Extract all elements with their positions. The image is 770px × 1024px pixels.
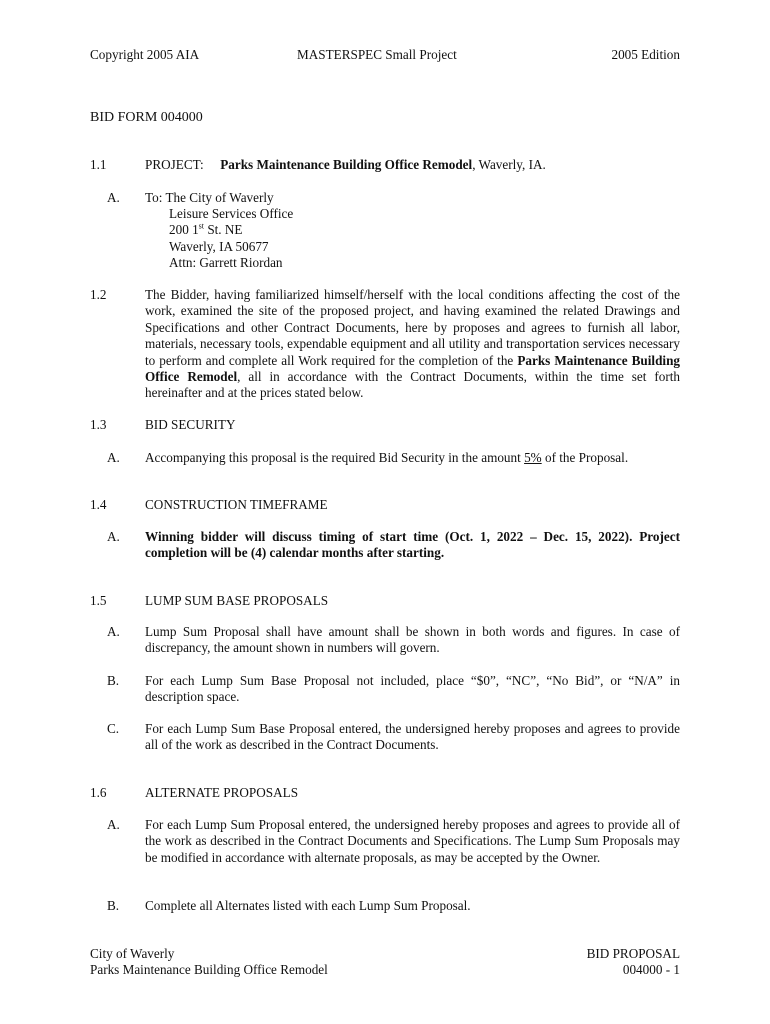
item-letter: C. — [107, 721, 120, 736]
document-title: BID FORM 004000 — [90, 110, 203, 125]
section-heading: ALTERNATE PROPOSALS — [145, 785, 299, 800]
footer-project: Parks Maintenance Building Office Remodel — [90, 962, 328, 978]
footer-doc-type: BID PROPOSAL — [586, 946, 680, 961]
section-heading: BID SECURITY — [145, 417, 236, 432]
item-letter: A. — [107, 190, 120, 205]
address-attn: Attn: Garrett Riordan — [169, 255, 283, 271]
project-location: , Waverly, IA. — [472, 157, 546, 172]
lump-sum-text-a: Lump Sum Proposal shall have amount shall be shown in both words and figures. In case of discrepancy, the amount shown in numbers will govern. — [145, 624, 680, 656]
header-copyright: Copyright 2005 AIA — [90, 47, 200, 62]
section-number: 1.6 — [90, 785, 107, 800]
address-block — [169, 206, 293, 272]
address-street: 200 1st St. NE — [169, 222, 243, 238]
section-number: 1.3 — [90, 417, 107, 432]
item-letter: A. — [107, 450, 120, 465]
alternate-text-a: For each Lump Sum Proposal entered, the undersigned hereby proposes and agrees to provide all of the work as described in the Contract Documents and Specifications. The Lump Sum Proposals may be modified in accordance with alternate proposals, as may be accepted by the Owner. — [145, 817, 680, 865]
section-heading: LUMP SUM BASE PROPOSALS — [145, 593, 329, 608]
timeframe-text: Winning bidder will discuss timing of start time (Oct. 1, 2022 – Dec. 15, 2022). Project completion will be (4) calendar months after starting. — [145, 529, 680, 561]
footer-owner: City of Waverly — [90, 946, 175, 961]
footer-page-number: 004000 - 1 — [622, 962, 680, 978]
address-city: Waverly, IA 50677 — [169, 238, 269, 254]
address-to: To: The City of Waverly — [145, 190, 274, 205]
lump-sum-text-b: For each Lump Sum Base Proposal not included, place “$0”, “NC”, “No Bid”, or “N/A” in description space. — [145, 673, 680, 705]
page-header — [90, 47, 680, 65]
address-office: Leisure Services Office — [169, 206, 294, 221]
header-edition: 2005 Edition — [611, 47, 680, 62]
bidder-statement: The Bidder, having familiarized himself/herself with the local conditions affecting the cost of the work, examined the site of the proposed project, and having examined the related Drawings and Specifications and other Contract Documents, here by proposes and agrees to furnish all labor, materials, necessary tools, expendable equipment and all utility and transportation services necessary to perform and complete all Work required for the completion of the Parks Maintenance Building Office Remodel, all in accordance with the Contract Documents, within the time set forth hereinafter and at the prices stated below. — [145, 287, 680, 401]
item-letter: B. — [107, 898, 120, 913]
section-number: 1.5 — [90, 593, 107, 608]
bid-security-text: Accompanying this proposal is the required Bid Security in the amount 5% of the Proposal. — [145, 450, 629, 465]
project-name: Parks Maintenance Building Office Remodel — [220, 157, 473, 172]
footer-left — [90, 946, 328, 979]
alternate-text-b: Complete all Alternates listed with each Lump Sum Proposal. — [145, 898, 471, 913]
footer-right — [587, 946, 680, 979]
page-footer — [90, 946, 680, 980]
item-letter: A. — [107, 624, 120, 639]
lump-sum-text-c: For each Lump Sum Base Proposal entered, the undersigned hereby proposes and agrees to provide all of the work as described in the Contract Documents. — [145, 721, 680, 753]
section-heading: CONSTRUCTION TIMEFRAME — [145, 497, 328, 512]
section-number: 1.1 — [90, 157, 107, 172]
project-line — [145, 157, 680, 173]
item-letter: B. — [107, 673, 120, 688]
bid-security-amount: 5% — [524, 450, 542, 465]
project-label: PROJECT: — [145, 157, 204, 172]
header-spec-name: MASTERSPEC Small Project — [297, 47, 457, 62]
item-letter: A. — [107, 529, 120, 544]
section-number: 1.4 — [90, 497, 107, 512]
section-number: 1.2 — [90, 287, 107, 302]
item-letter: A. — [107, 817, 120, 832]
